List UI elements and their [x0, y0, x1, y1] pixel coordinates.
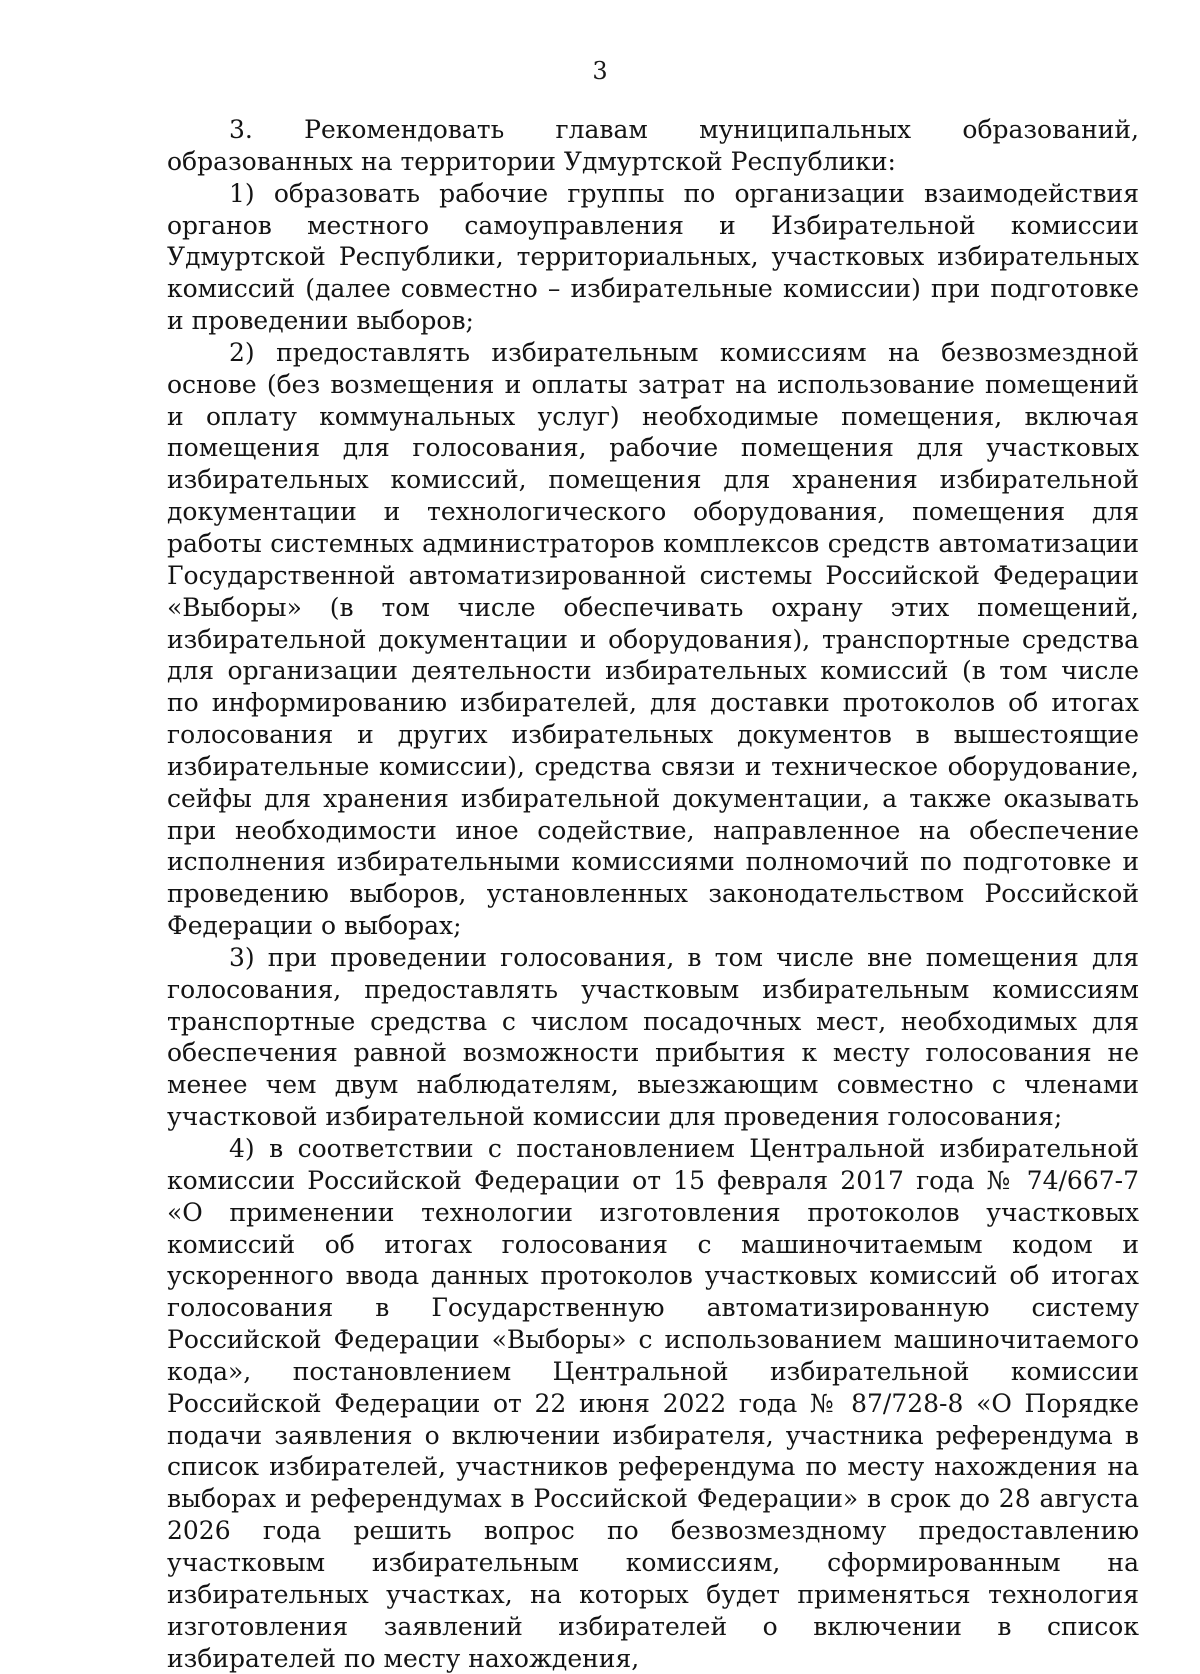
paragraph-recommendation: 3. Рекомендовать главам муниципальных образований, образованных на территории Удмуртской Республики:	[167, 115, 1139, 176]
paragraph-item-4: 4) в соответствии с постановлением Центральной избирательной комиссии Российской Федерации от 15 февраля 2017 года № 74/667-7 «О применении технологии изготовления протоколов участковых комиссий об итогах голосования с машиночитаемым кодом и ускоренного ввода данных протоколов участковых комиссий об итогах голосования в Государственную автоматизированную систему Российской Федерации «Выборы» с использованием машиночитаемого кода», постановлением Центральной избирательной комиссии Российской Федерации от 22 июня 2022 года № 87/728-8 «О Порядке подачи заявления о включении избирателя, участника референдума в список избирателей, участников референдума по месту нахождения на выборах и референдумах в Российской Федерации» в срок до 28 августа 2026 года решить вопрос по безвозмездному предоставлению участковым избирательным комиссиям, сформированным на избирательных участках, на которых будет применяться технология изготовления заявлений избирателей о включении в список избирателей по месту нахождения,	[167, 1134, 1139, 1673]
paragraph-item-2: 2) предоставлять избирательным комиссиям на безвозмездной основе (без возмещения и оплаты затрат на использование помещений и оплату коммунальных услуг) необходимые помещения, включая помещения для голосования, рабочие помещения для участковых избирательных комиссий, помещения для хранения избирательной документации и технологического оборудования, помещения для работы системных администраторов комплексов средств автоматизации Государственной автоматизированной системы Российской Федерации «Выборы» (в том числе обеспечивать охрану этих помещений, избирательной документации и оборудования), транспортные средства для организации деятельности избирательных комиссий (в том числе по информированию избирателей, для доставки протоколов об итогах голосования и других избирательных документов в вышестоящие избирательные комиссии), средства связи и техническое оборудование, сейфы для хранения избирательной документации, а также оказывать при необходимости иное содействие, направленное на обеспечение исполнения избирательными комиссиями полномочий по подготовке и проведению выборов, установленных законодательством Российской Федерации о выборах;	[167, 337, 1139, 941]
document-body	[167, 114, 1139, 1674]
paragraph-item-3: 3) при проведении голосования, в том числе вне помещения для голосования, предоставлять участковым избирательным комиссиям транспортные средства с числом посадочных мест, необходимых для обеспечения равной возможности прибытия к месту голосования не менее чем двум наблюдателям, выезжающим совместно с членами участковой избирательной комиссии для проведения голосования;	[167, 942, 1139, 1132]
paragraph-item-1: 1) образовать рабочие группы по организации взаимодействия органов местного самоуправления и Избирательной комиссии Удмуртской Республики, территориальных, участковых избирательных комиссий (далее совместно – избирательные комиссии) при подготовке и проведении выборов;	[167, 178, 1139, 336]
page-number: 3	[592, 57, 608, 85]
